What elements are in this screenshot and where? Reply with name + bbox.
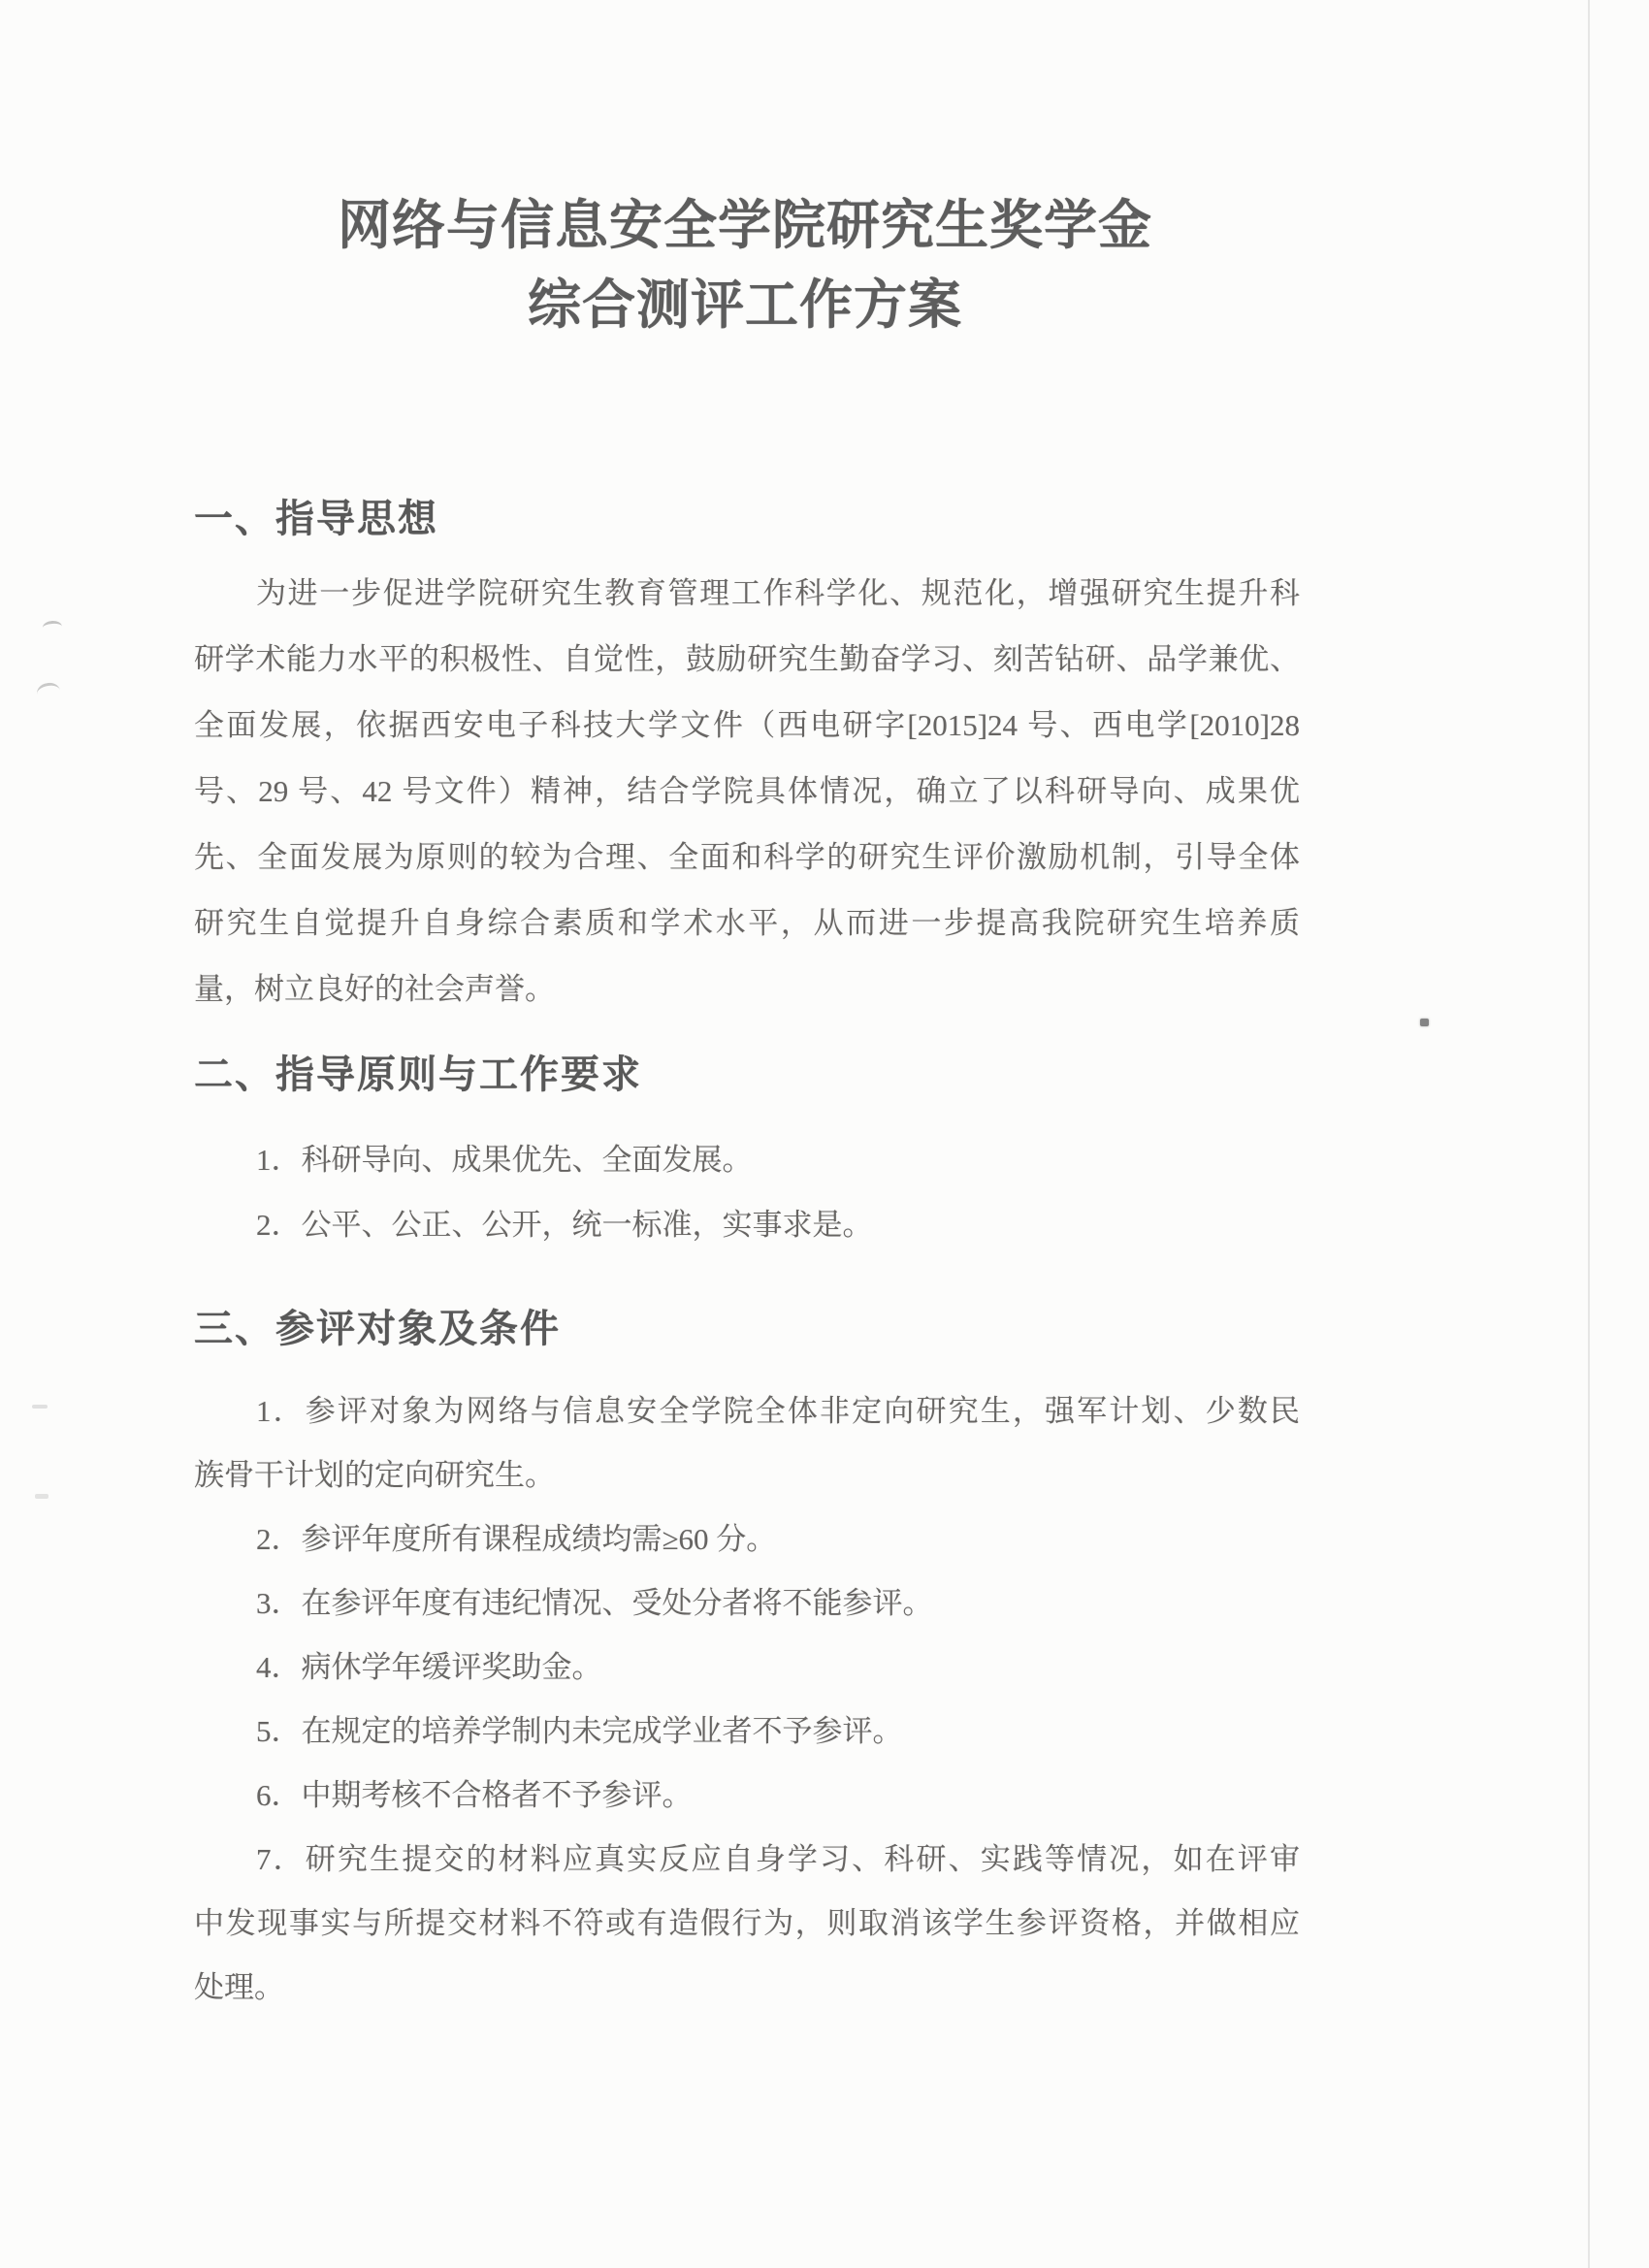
scan-edge-line [1588, 0, 1590, 2268]
paragraph-line: 全面发展，依据西安电子科技大学文件（西电研字[2015]24 号、西电学[2010]28 [194, 708, 1300, 742]
list-item-line: 族骨干计划的定向研究生。 [194, 1458, 555, 1492]
paragraph-line: 量，树立良好的社会声誉。 [194, 972, 555, 1006]
section-1-paragraph [194, 561, 1300, 1022]
scan-artifact [35, 1494, 48, 1499]
list-item-line: 处理。 [194, 1970, 284, 2004]
paragraph-line: 先、全面发展为原则的较为合理、全面和科学的研究生评价激励机制，引导全体 [194, 840, 1300, 874]
section-3-list [194, 1379, 1300, 2020]
list-item: 1．参评对象为网络与信息安全学院全体非定向研究生，强军计划、少数民 [256, 1394, 1300, 1428]
paragraph-line: 为进一步促进学院研究生教育管理工作科学化、规范化，增强研究生提升科 [256, 576, 1300, 610]
list-item: 7．研究生提交的材料应真实反应自身学习、科研、实践等情况，如在评审 [256, 1842, 1300, 1876]
document-title [0, 186, 1569, 345]
title-line-1: 网络与信息安全学院研究生奖学金 [337, 196, 1152, 255]
paragraph-line: 号、29 号、42 号文件）精神，结合学院具体情况，确立了以科研导向、成果优 [194, 774, 1300, 808]
list-item: 3．在参评年度有违纪情况、受处分者将不能参评。 [256, 1586, 933, 1620]
list-item: 6．中期考核不合格者不予参评。 [256, 1778, 693, 1812]
list-item: 2．公平、公正、公开，统一标准，实事求是。 [256, 1208, 873, 1242]
title-line-2: 综合测评工作方案 [527, 275, 962, 335]
scan-artifact [32, 1405, 48, 1409]
section-3-heading: 三、参评对象及条件 [194, 1308, 561, 1350]
ink-speck [1420, 1019, 1429, 1026]
list-item: 5．在规定的培养学制内未完成学业者不予参评。 [256, 1714, 903, 1748]
paragraph-line: 研究生自觉提升自身综合素质和学术水平，从而进一步提高我院研究生培养质 [194, 906, 1300, 940]
section-2-heading: 二、指导原则与工作要求 [194, 1053, 642, 1096]
paragraph-line: 研学术能力水平的积极性、自觉性，鼓励研究生勤奋学习、刻苦钻研、品学兼优、 [194, 642, 1300, 676]
list-item-line: 中发现事实与所提交材料不符或有造假行为，则取消该学生参评资格，并做相应 [194, 1906, 1300, 1940]
list-item: 4．病休学年缓评奖助金。 [256, 1650, 602, 1684]
scan-artifact [43, 620, 63, 633]
scan-artifact [36, 681, 62, 703]
list-item: 2．参评年度所有课程成绩均需≥60 分。 [256, 1522, 777, 1556]
list-item: 1．科研导向、成果优先、全面发展。 [256, 1143, 753, 1177]
section-1-heading: 一、指导思想 [194, 498, 438, 540]
section-2-list [194, 1127, 1300, 1257]
